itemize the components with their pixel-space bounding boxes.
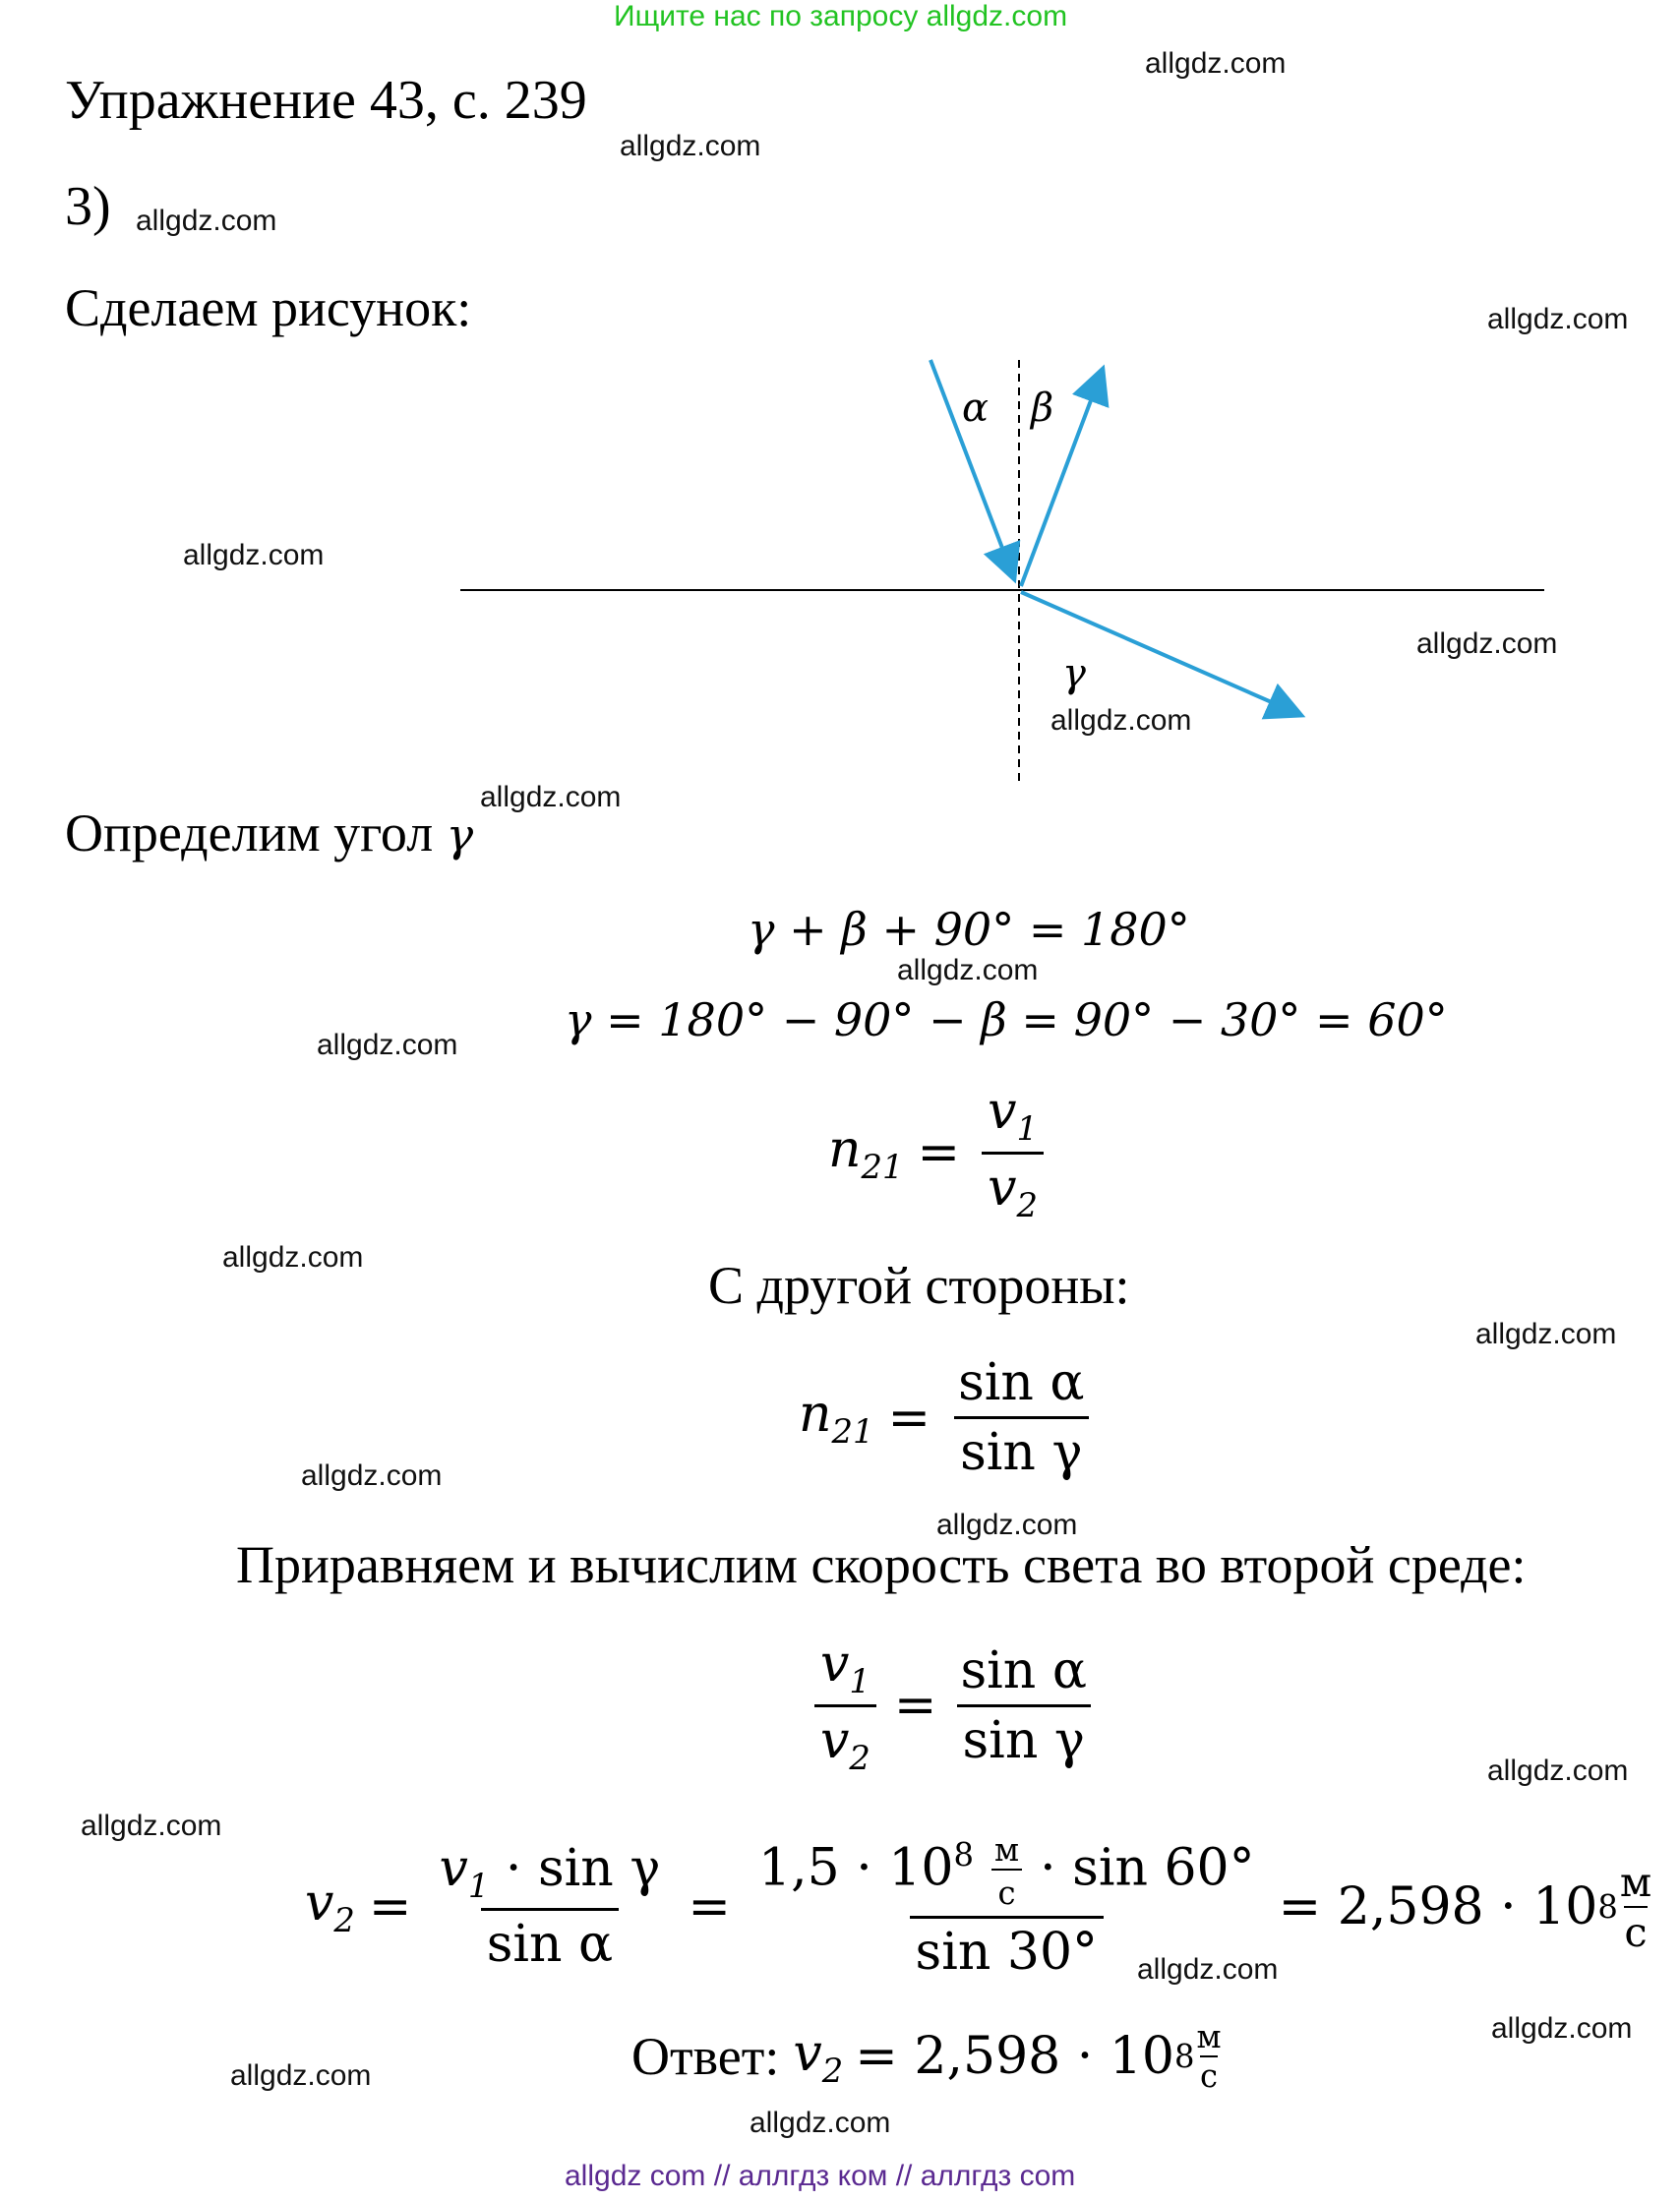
watermark: allgdz.com — [750, 2107, 891, 2139]
watermark: allgdz.com — [222, 1241, 364, 1274]
formula-n21-velocities: $n_{21}$ = $\frac{v_1}{v_2}$ — [828, 1082, 1051, 1224]
watermark: allgdz.com — [136, 205, 277, 237]
refraction-diagram — [433, 344, 1564, 797]
watermark: allgdz.com — [620, 130, 761, 162]
watermark: allgdz.com — [1145, 47, 1287, 80]
watermark: allgdz.com — [480, 781, 622, 813]
equation-gamma: γ = 180° − 90° − β = 90° − 30° = 60° — [565, 993, 1448, 1046]
bottom-banner[interactable]: allgdz com // аллгдз ком // аллгдз com — [565, 2160, 1076, 2192]
answer-line: Ответ: $v_2$ = 2,598 · 10 8 $\frac{м}{с}$ — [631, 2018, 1222, 2095]
watermark: allgdz.com — [897, 954, 1039, 986]
gamma-label: γ — [1062, 651, 1086, 696]
equation-angle-sum: γ + β + 90° = 180° — [748, 903, 1190, 956]
beta-label: β — [1031, 386, 1054, 431]
top-banner[interactable]: Ищите нас по запросу allgdz.com — [614, 0, 1068, 32]
formula-n21-sines: $n_{21}$ = $\frac{\text{sin α}}{\text{sin γ}}$ — [799, 1353, 1099, 1482]
watermark: allgdz.com — [1475, 1318, 1617, 1350]
gamma-symbol: γ — [446, 808, 474, 862]
watermark: allgdz.com — [301, 1459, 443, 1492]
watermark: allgdz.com — [936, 1509, 1078, 1541]
watermark: allgdz.com — [1487, 303, 1629, 335]
watermark: allgdz.com — [1137, 1953, 1279, 1986]
other-side-text: С другой стороны: — [708, 1256, 1130, 1315]
make-drawing-text: Сделаем рисунок: — [65, 278, 472, 337]
alpha-label: α — [962, 386, 990, 431]
formula-v2-calculation: $v_2$ = $\frac{v_1 \cdot \sin \gamma}{\text{sin α}}$ = $1,5 \cdot 10^8$ $\frac{м}{с}$ · sin 60° sin 30° = 2,598 · 10 8 $\frac{м}{с}$ — [305, 1831, 1652, 1982]
equate-text: Приравняем и вычислим скорость света во второй среде: — [236, 1535, 1527, 1594]
watermark: allgdz.com — [1487, 1755, 1629, 1787]
answer-label: Ответ: — [631, 2027, 780, 2086]
watermark: allgdz.com — [183, 539, 325, 571]
item-number: 3) — [65, 176, 111, 237]
watermark: allgdz.com — [230, 2059, 372, 2092]
watermark: allgdz.com — [1050, 704, 1192, 737]
watermark: allgdz.com — [1416, 627, 1558, 660]
formula-equate: $\frac{v_1}{v_2}$ = $\frac{\text{sin α}}{\text{sin γ}}$ — [807, 1635, 1101, 1777]
page-title: Упражнение 43, с. 239 — [65, 70, 587, 131]
watermark: allgdz.com — [1491, 2012, 1633, 2045]
watermark: allgdz.com — [81, 1810, 222, 1842]
watermark: allgdz.com — [317, 1029, 458, 1061]
define-angle-text: Определим угол γ — [65, 803, 474, 863]
